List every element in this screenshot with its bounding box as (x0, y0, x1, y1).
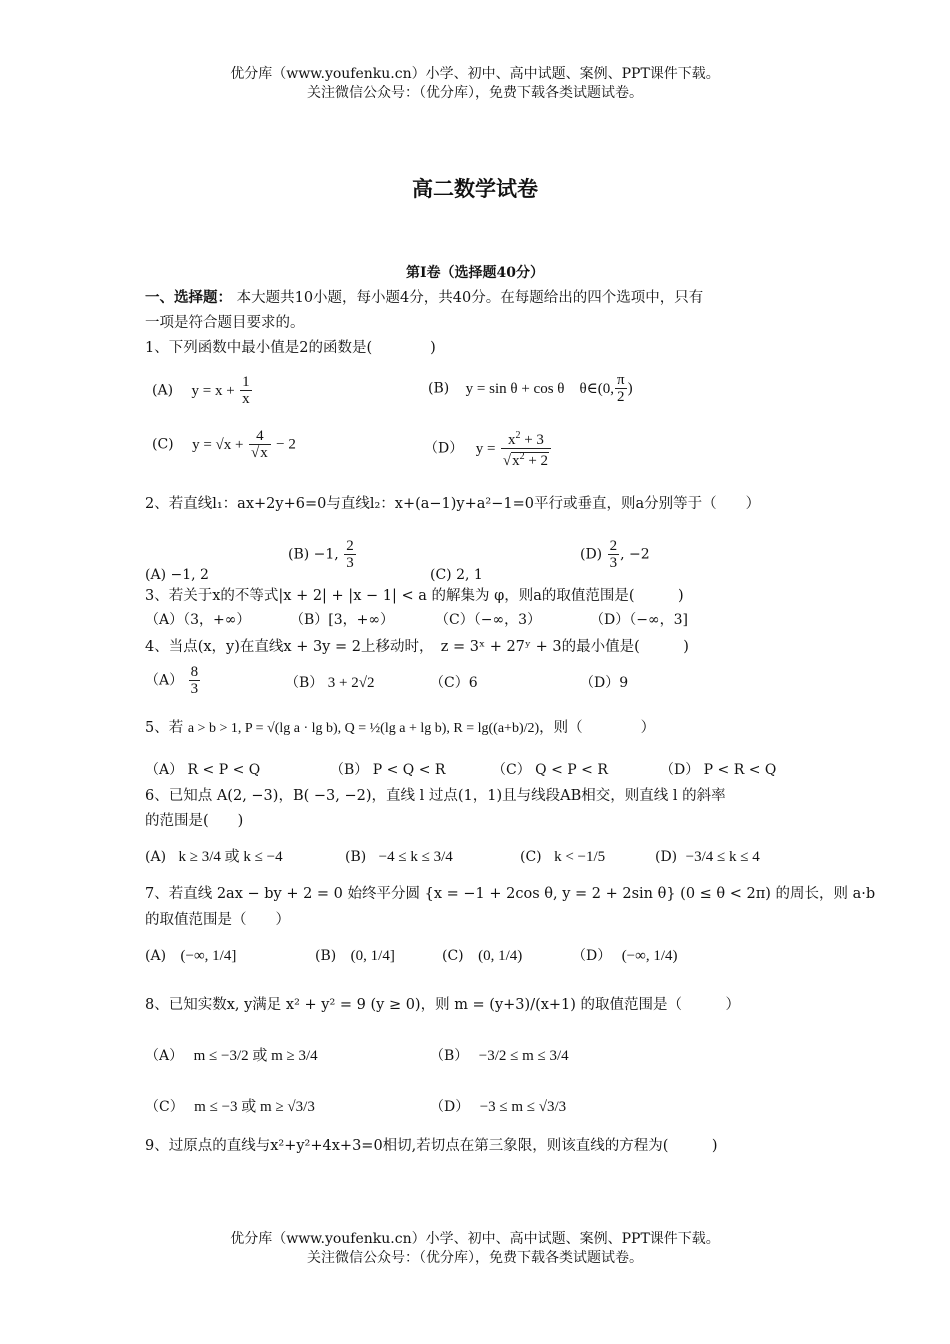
q7-option-b (315, 946, 395, 966)
q3-option-a: （A）（3，+∞） (145, 612, 251, 628)
q8-a-label: （A） (145, 1048, 184, 1064)
q3-option-b: （B）[3，+∞） (290, 612, 395, 628)
q5-option-d: （D） P < R < Q (660, 762, 777, 778)
q8-c-label: （C） (145, 1099, 184, 1115)
q8-d-label: （D） (430, 1099, 470, 1115)
section-title: 第Ⅰ卷（选择题40分） (405, 265, 545, 281)
intro-line1 (145, 288, 703, 308)
q3-option-c: （C）（−∞，3） (435, 612, 542, 628)
q7-option-d (572, 946, 678, 966)
q1-option-c: (C) y = √x + $\frac{4}{√x}$ − 2 (152, 428, 296, 461)
q4-b-label: （B） (285, 675, 324, 691)
q5-stem (145, 718, 655, 739)
q7-option-a (145, 946, 236, 966)
q7-b-label: (B) (315, 948, 337, 964)
q1-b-frac: $\frac{\pi}{2}$ (617, 372, 625, 405)
q1-d-label: （D） (424, 440, 464, 457)
q6-a-expr: k ≥ 3/4 或 k ≤ −4 (178, 849, 283, 865)
q8-option-d (430, 1097, 566, 1117)
q6-c-label: (C) (520, 849, 542, 865)
page-title: 高二数学试卷 (412, 176, 538, 201)
page-footer-line2: 关注微信公众号：（优分库），免费下载各类试题试卷。 (307, 1250, 643, 1266)
q1-b-expr: y = sin θ + cos θ θ∈(0, (465, 380, 614, 397)
q8-option-c (145, 1097, 315, 1117)
q1-d-expr: y = (475, 440, 496, 457)
q2-d-label: (D) (580, 546, 603, 563)
q1-option-a (152, 374, 253, 407)
q1-a-expr: y = x + (191, 382, 235, 399)
q1-option-d (424, 428, 552, 469)
page-header-line2: 关注微信公众号：（优分库），免费下载各类试题试卷。 (307, 85, 643, 101)
q4-a-frac: $\frac{8}{3}$ (190, 664, 199, 697)
q1-b-label: (B) (428, 380, 450, 397)
q8-c-expr: m ≤ −3 或 m ≥ √3/3 (194, 1099, 315, 1115)
q2-option-c: (C) 2, 1 (430, 567, 483, 583)
q6-d-expr: −3/4 ≤ k ≤ 4 (685, 849, 760, 865)
q4-stem: 4、当点(x，y)在直线x + 3y = 2上移动时， z = 3ˣ + 27ʸ + 3的最小值是( ) (145, 639, 689, 655)
q2-b-label: (B) −1, (288, 546, 339, 563)
q8-a-expr: m ≤ −3/2 或 m ≥ 3/4 (193, 1048, 318, 1064)
intro-label: 一、选择题： (145, 289, 232, 306)
q6-stem-line1: 6、已知点 A(2, −3)，B( −3, −2)，直线 l 过点(1，1)且与线段AB相交，则直线 l 的斜率 (145, 788, 726, 804)
q2-stem: 2、若直线l₁：ax+2y+6=0与直线l₂：x+(a−1)y+a²−1=0平行或垂直，则a分别等于（ ） (145, 496, 761, 512)
q7-d-expr: (−∞, 1/4) (621, 948, 678, 964)
q1-option-b: (B) y = sin θ + cos θ θ∈(0, $\frac{\pi}{2}$ ) (428, 372, 633, 405)
q2-option-a: (A) −1, 2 (145, 567, 209, 583)
q7-stem-line2: 的取值范围是（ ） (145, 912, 290, 928)
q7-d-label: （D） (572, 948, 612, 964)
q5-option-a: （A） R < P < Q (145, 762, 261, 778)
q7-c-expr: (0, 1/4) (478, 948, 523, 964)
q6-c-expr: k < −1/5 (554, 849, 606, 865)
q1-c-label: (C) (152, 436, 174, 453)
q5-option-b: （B） P < Q < R (330, 762, 446, 778)
q1-d-frac: $\frac{x^2 + 3}{√x^2 + 2}$ (501, 428, 551, 469)
q7-c-label: (C) (442, 948, 464, 964)
q4-option-b (285, 673, 374, 693)
q6-option-c (520, 847, 605, 867)
q8-option-a (145, 1046, 318, 1066)
q2-option-b (288, 538, 357, 571)
q1-c-frac: $\frac{4}{√x}$ (249, 428, 271, 461)
q4-option-c: （C）6 (430, 675, 478, 691)
q4-b-expr: 3 + 2√2 (327, 675, 375, 691)
q7-a-label: (A) (145, 948, 167, 964)
q8-b-label: （B） (430, 1048, 469, 1064)
q6-option-b (345, 847, 453, 867)
q7-option-c (442, 946, 522, 966)
q6-stem-line2: 的范围是( ) (145, 813, 244, 829)
q5-stem-suffix: ，则（ ） (539, 720, 656, 736)
q6-d-label: (D) (655, 849, 678, 865)
q8-stem: 8、已知实数x, y满足 x² + y² = 9 (y ≥ 0)，则 m = (y+3)/(x+1) 的取值范围是（ ） (145, 997, 741, 1013)
q6-b-label: (B) (345, 849, 367, 865)
q7-b-expr: (0, 1/4] (350, 948, 395, 964)
q1-stem: 1、下列函数中最小值是2的函数是( ) (145, 340, 436, 356)
q9-stem: 9、过原点的直线与x²+y²+4x+3=0相切,若切点在第三象限，则该直线的方程为( ) (145, 1138, 718, 1154)
q3-stem: 3、若关于x的不等式|x + 2| + |x − 1| < a 的解集为 φ，则a的取值范围是( ) (145, 588, 684, 604)
q2-b-frac: $\frac{2}{3}$ (346, 538, 354, 571)
q6-option-a (145, 847, 283, 867)
q5-stem-prefix: 5、若 (145, 720, 184, 736)
q4-option-a (145, 664, 201, 697)
page-footer-line1: 优分库（www.youfenku.cn）小学、初中、高中试题、案例、PPT课件下载。 (230, 1231, 720, 1247)
q2-d-rest: , −2 (620, 546, 650, 563)
q7-a-expr: (−∞, 1/4] (180, 948, 237, 964)
q4-a-label: （A） (145, 672, 184, 689)
q4-option-d: （D）9 (580, 675, 629, 691)
q5-option-c: （C） Q < P < R (492, 762, 608, 778)
q2-d-frac: $\frac{2}{3}$ (609, 538, 618, 571)
q5-stem-expr: a > b > 1, P = √(lg a · lg b), Q = ½(lg a + lg b), R = lg((a+b)/2) (187, 721, 540, 736)
q1-a-frac: $\frac{1}{x}$ (242, 374, 250, 407)
page-header-line1: 优分库（www.youfenku.cn）小学、初中、高中试题、案例、PPT课件下载。 (230, 66, 720, 82)
q8-d-expr: −3 ≤ m ≤ √3/3 (479, 1099, 567, 1115)
q7-stem-line1: 7、若直线 2ax − by + 2 = 0 始终平分圆 {x = −1 + 2cos θ, y = 2 + 2sin θ} (0 ≤ θ < 2π) 的周长，则 a·b (145, 886, 876, 902)
q1-c-expr: y = √x + (192, 436, 244, 453)
intro-text2: 一项是符合题目要求的。 (145, 315, 305, 331)
q2-option-d (580, 538, 650, 571)
q6-b-expr: −4 ≤ k ≤ 3/4 (378, 849, 453, 865)
q3-option-d: （D）（−∞，3] (590, 612, 688, 628)
q8-option-b (430, 1046, 569, 1066)
q8-b-expr: −3/2 ≤ m ≤ 3/4 (478, 1048, 569, 1064)
q6-option-d (655, 847, 760, 867)
intro-text1: 本大题共10小题，每小题4分，共40分。在每题给出的四个选项中，只有 (232, 290, 704, 306)
q6-a-label: (A) (145, 849, 167, 865)
q1-a-label: (A) (152, 382, 174, 399)
